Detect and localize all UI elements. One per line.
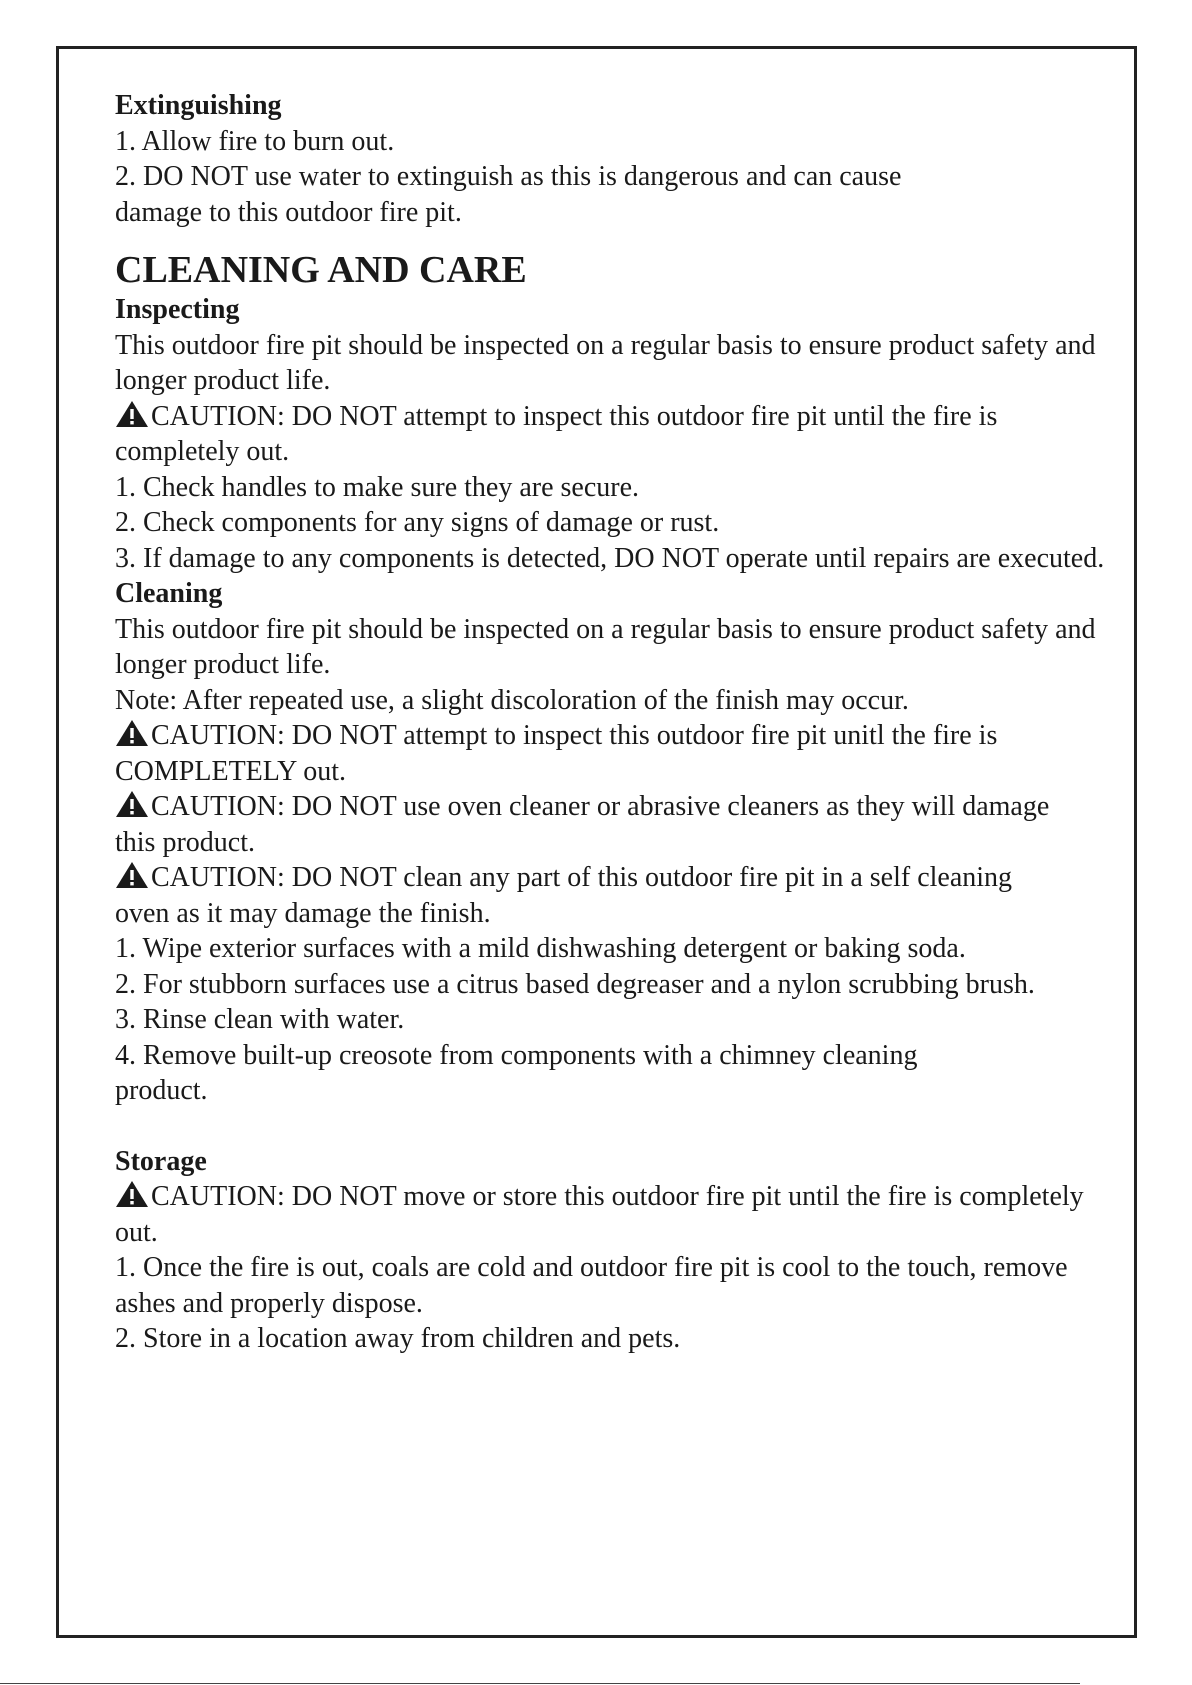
footer-rule [0,1683,1080,1684]
cleaning-intro: This outdoor fire pit should be inspected on a regular basis to ensure product safety and longer product life. [115,613,1096,680]
inspecting-caution [115,399,1125,470]
warning-triangle-icon [115,790,149,818]
warning-triangle-icon [115,1180,149,1208]
inspecting-heading: Inspecting [115,294,240,325]
extinguishing-step: 2. DO NOT use water to extinguish as this is dangerous and can cause damage to this outdoor fire pit. [115,161,902,228]
cleaning-caution [115,789,1085,860]
cleaning-step: 2. For stubborn surfaces use a citrus based degreaser and a nylon scrubbing brush. [115,968,1035,1000]
extinguishing-step: 1. Allow fire to burn out. [115,125,395,157]
storage-step: 2. Store in a location away from children and pets. [115,1323,681,1354]
warning-triangle-icon [115,719,149,747]
caution-text: CAUTION: DO NOT clean any part of this outdoor fire pit in a self cleaning oven as it may damage the finish. [115,862,1013,929]
inspecting-step: 3. If damage to any components is detected, DO NOT operate until repairs are executed. [115,542,1105,574]
section-title: CLEANING AND CARE [115,249,527,291]
caution-text: CAUTION: DO NOT move or store this outdoor fire pit until the fire is completely out. [115,1181,1084,1248]
caution-text: CAUTION: DO NOT use oven cleaner or abrasive cleaners as they will damage this product. [115,791,1050,858]
inspecting-step: 2. Check components for any signs of damage or rust. [115,507,720,538]
cleaning-caution [115,860,1015,931]
warning-triangle-icon [115,400,149,428]
storage-heading: Storage [115,1145,207,1177]
warning-triangle-icon [115,861,149,889]
storage-step: 1. Once the fire is out, coals are cold and outdoor fire pit is cool to the touch, remove ashes and properly dispose. [115,1252,1068,1319]
cleaning-heading: Cleaning [115,578,223,609]
cleaning-caution [115,718,1125,789]
inspecting-step: 1. Check handles to make sure they are secure. [115,471,640,503]
caution-text: CAUTION: DO NOT attempt to inspect this outdoor fire pit unitl the fire is COMPLETELY out. [115,720,998,787]
cleaning-step: 3. Rinse clean with water. [115,1004,405,1035]
storage-caution [115,1179,1090,1250]
cleaning-step: 4. Remove built-up creosote from components with a chimney cleaning product. [115,1039,918,1106]
manual-content [115,88,1125,1357]
cleaning-step: 1. Wipe exterior surfaces with a mild dishwashing detergent or baking soda. [115,933,966,964]
caution-text: CAUTION: DO NOT attempt to inspect this outdoor fire pit until the fire is completely out. [115,400,998,467]
extinguishing-heading: Extinguishing [115,90,282,121]
inspecting-intro: This outdoor fire pit should be inspected on a regular basis to ensure product safety and longer product life. [115,329,1096,396]
cleaning-note: Note: After repeated use, a slight discoloration of the finish may occur. [115,684,909,716]
